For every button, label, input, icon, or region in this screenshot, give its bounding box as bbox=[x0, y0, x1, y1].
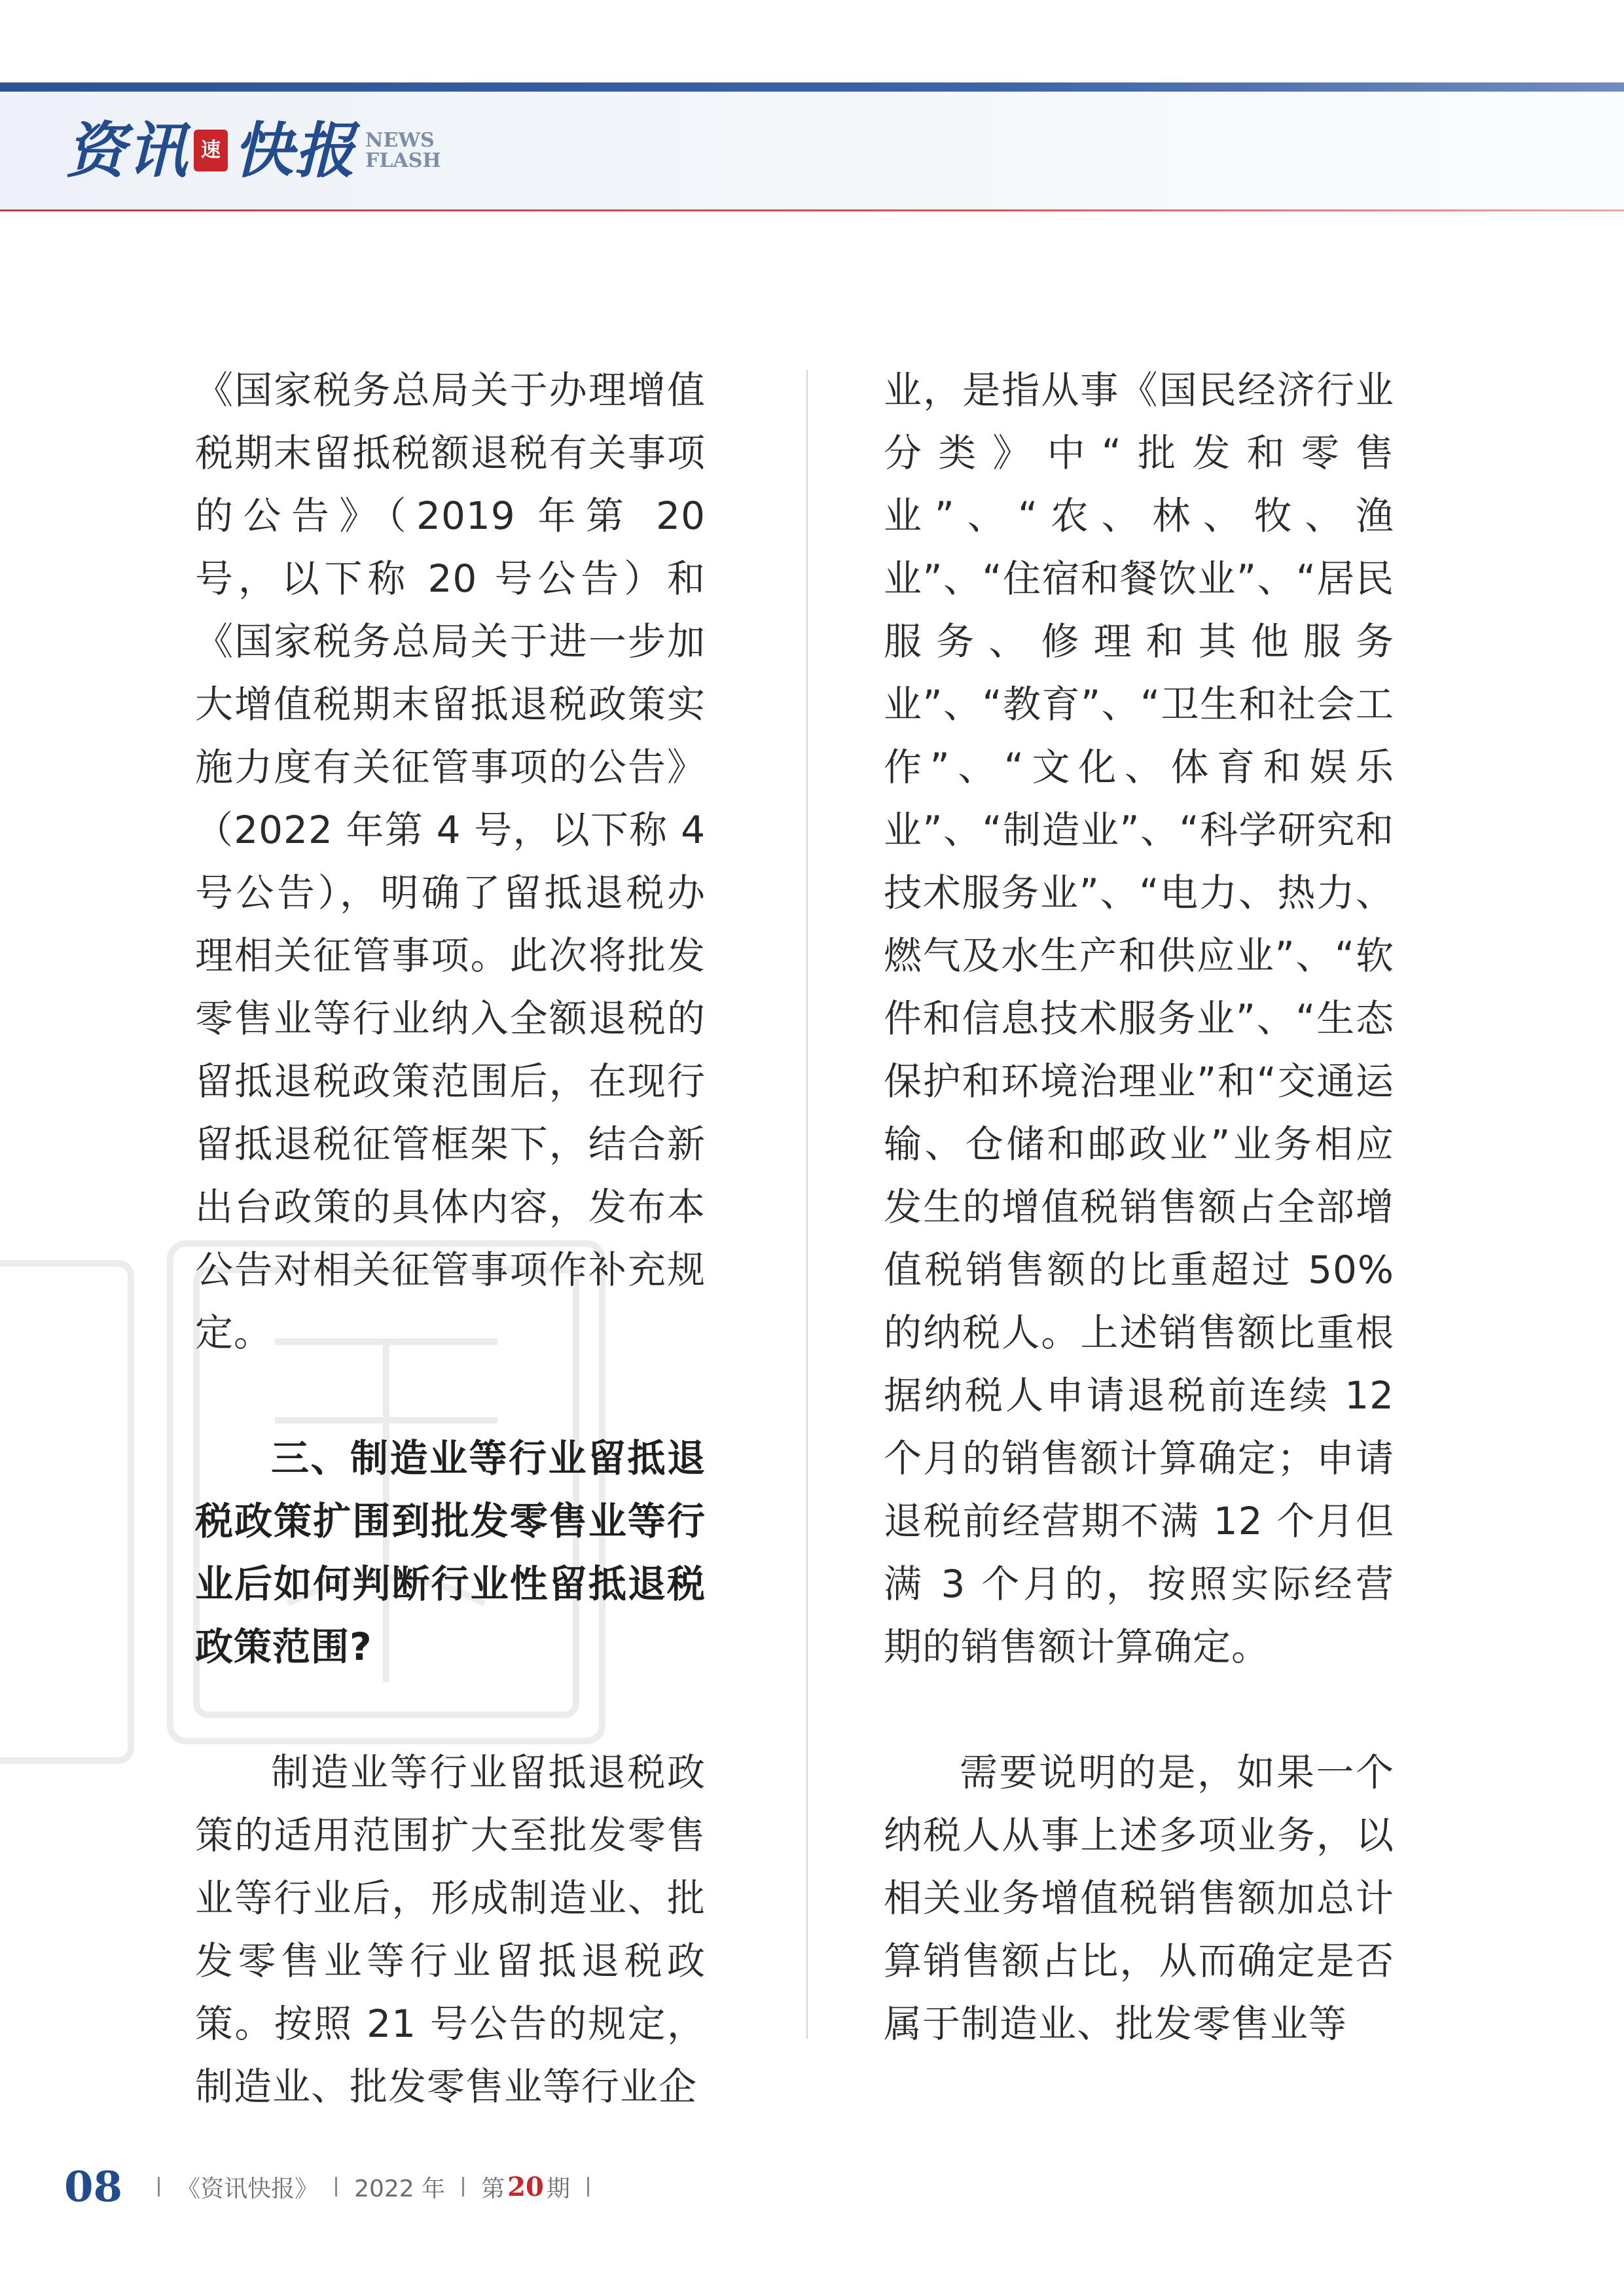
page-footer bbox=[64, 2157, 606, 2216]
seal-mark: 速 bbox=[201, 139, 221, 162]
footer-year: 2022 年 bbox=[354, 2175, 446, 2202]
logo-en-line2: FLASH bbox=[365, 149, 441, 172]
footer-separator bbox=[587, 2177, 589, 2197]
logo-english bbox=[365, 130, 441, 171]
masthead-logo bbox=[65, 111, 441, 190]
footer-separator bbox=[158, 2177, 160, 2197]
footer-separator bbox=[335, 2177, 337, 2197]
header-red-rule bbox=[0, 209, 1624, 211]
logo-text-part1: 资讯 bbox=[65, 115, 189, 186]
left-paragraph-1: 《国家税务总局关于办理增值税期末留抵税额退税有关事项的公告》（2019 年第 20 号，以下称 20 号公告）和《国家税务总局关于进一步加大增值税期末留抵退税政策实施力度有关征管事项的公告》（2022 年第 4 号，以下称 4 号公告），明确了留抵退税办理相关征管事项。此次将批发零售业等行业纳入全额退税的留抵退税政策范围后，在现行留抵退税征管框架下，结合新出台政策的具体内容，发布本公告对相关征管事项作补充规定。 bbox=[195, 368, 706, 1355]
left-paragraph-2: 制造业等行业留抵退税政策的适用范围扩大至批发零售业等行业后，形成制造业、批发零售业等行业留抵退税政策。按照 21 号公告的规定，制造业、批发零售业等行业企 bbox=[195, 1750, 706, 2109]
logo-seal-icon bbox=[194, 130, 228, 171]
footer-publication: 《资讯快报》 bbox=[177, 2175, 319, 2202]
paragraph-gap bbox=[195, 1364, 706, 1427]
column-divider bbox=[806, 370, 808, 2039]
right-paragraph-1: 业，是指从事《国民经济行业分类》中“批发和零售业”、“农、林、牧、渔业”、“住宿和餐饮业”、“居民服务、修理和其他服务业”、“教育”、“卫生和社会工作”、“文化、体育和娱乐业”、“制造业”、“科学研究和技术服务业”、“电力、热力、燃气及水生产和供应业”、“软件和信息技术服务业”、“生态保护和环境治理业”和“交通运输、仓储和邮政业”业务相应发生的增值税销售额占全部增值税销售额的比重超过 50% 的纳税人。上述销售额比重根据纳税人申请退税前连续 12 个月的销售额计算确定；申请退税前经营期不满 12 个月但满 3 个月的，按照实际经营期的销售额计算确定。 bbox=[884, 368, 1394, 1669]
page-number: 08 bbox=[64, 2162, 123, 2212]
right-paragraph-2: 需要说明的是，如果一个纳税人从事上述多项业务，以相关业务增值税销售额加总计算销售额占比，从而确定是否属于制造业、批发零售业等 bbox=[884, 1750, 1394, 2046]
footer-issue-number: 20 bbox=[507, 2171, 544, 2202]
logo-text-part2: 快报 bbox=[233, 115, 357, 186]
paragraph-gap bbox=[884, 1678, 1394, 1741]
footer-separator bbox=[462, 2177, 464, 2197]
paragraph-gap bbox=[195, 1678, 706, 1741]
header-blue-rule bbox=[0, 82, 1624, 92]
footer-issue-suffix: 期 bbox=[546, 2175, 570, 2202]
left-column bbox=[195, 359, 706, 2118]
top-margin bbox=[0, 0, 1624, 82]
right-column bbox=[884, 359, 1394, 2055]
footer-issue-prefix: 第 bbox=[481, 2175, 505, 2202]
logo-en-line1: NEWS bbox=[365, 128, 435, 152]
section-heading: 三、制造业等行业留抵退税政策扩围到批发零售业等行业后如何判断行业性留抵退税政策范围? bbox=[195, 1436, 706, 1669]
